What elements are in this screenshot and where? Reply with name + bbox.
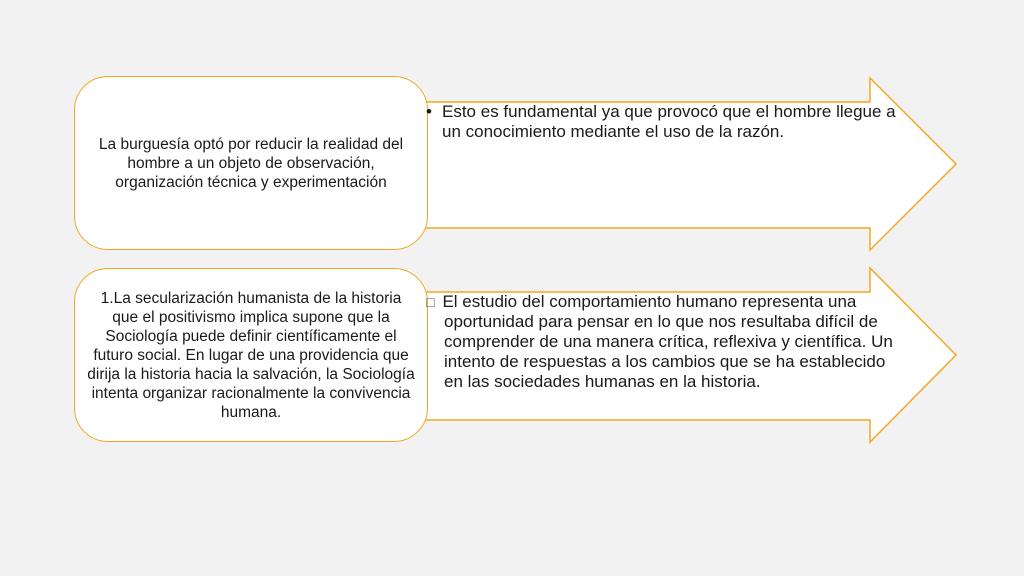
- bullet-square-icon: □: [426, 294, 435, 310]
- arrow-text-2: [426, 292, 904, 392]
- text-box-1: [74, 76, 428, 250]
- arrow-text-2-label: El estudio del comportamiento humano representa una oportunidad para pensar en lo que nos resultaba difícil de comprender de una manera crítica, reflexiva y científica. Un intento de respuestas a los cambios que se ha establecido en las sociedades humanas en la historia.: [442, 292, 893, 391]
- text-box-2: [74, 268, 428, 442]
- bullet-dot-icon: •: [426, 102, 432, 121]
- arrow-text-1: [426, 102, 896, 142]
- text-box-1-label: La burguesía optó por reducir la realidad del hombre a un objeto de observación, organización técnica y experimentación: [98, 135, 404, 191]
- arrow-text-1-label: Esto es fundamental ya que provocó que el hombre llegue a un conocimiento mediante el uso de la razón.: [442, 102, 896, 141]
- text-box-2-label: 1.La secularización humanista de la historia que el positivismo implica supone que la Sociología puede definir científicamente el futuro social. En lugar de una providencia que dirija la historia hacia la salvación, la Sociología intenta organizar racionalmente la convivencia humana.: [87, 289, 415, 421]
